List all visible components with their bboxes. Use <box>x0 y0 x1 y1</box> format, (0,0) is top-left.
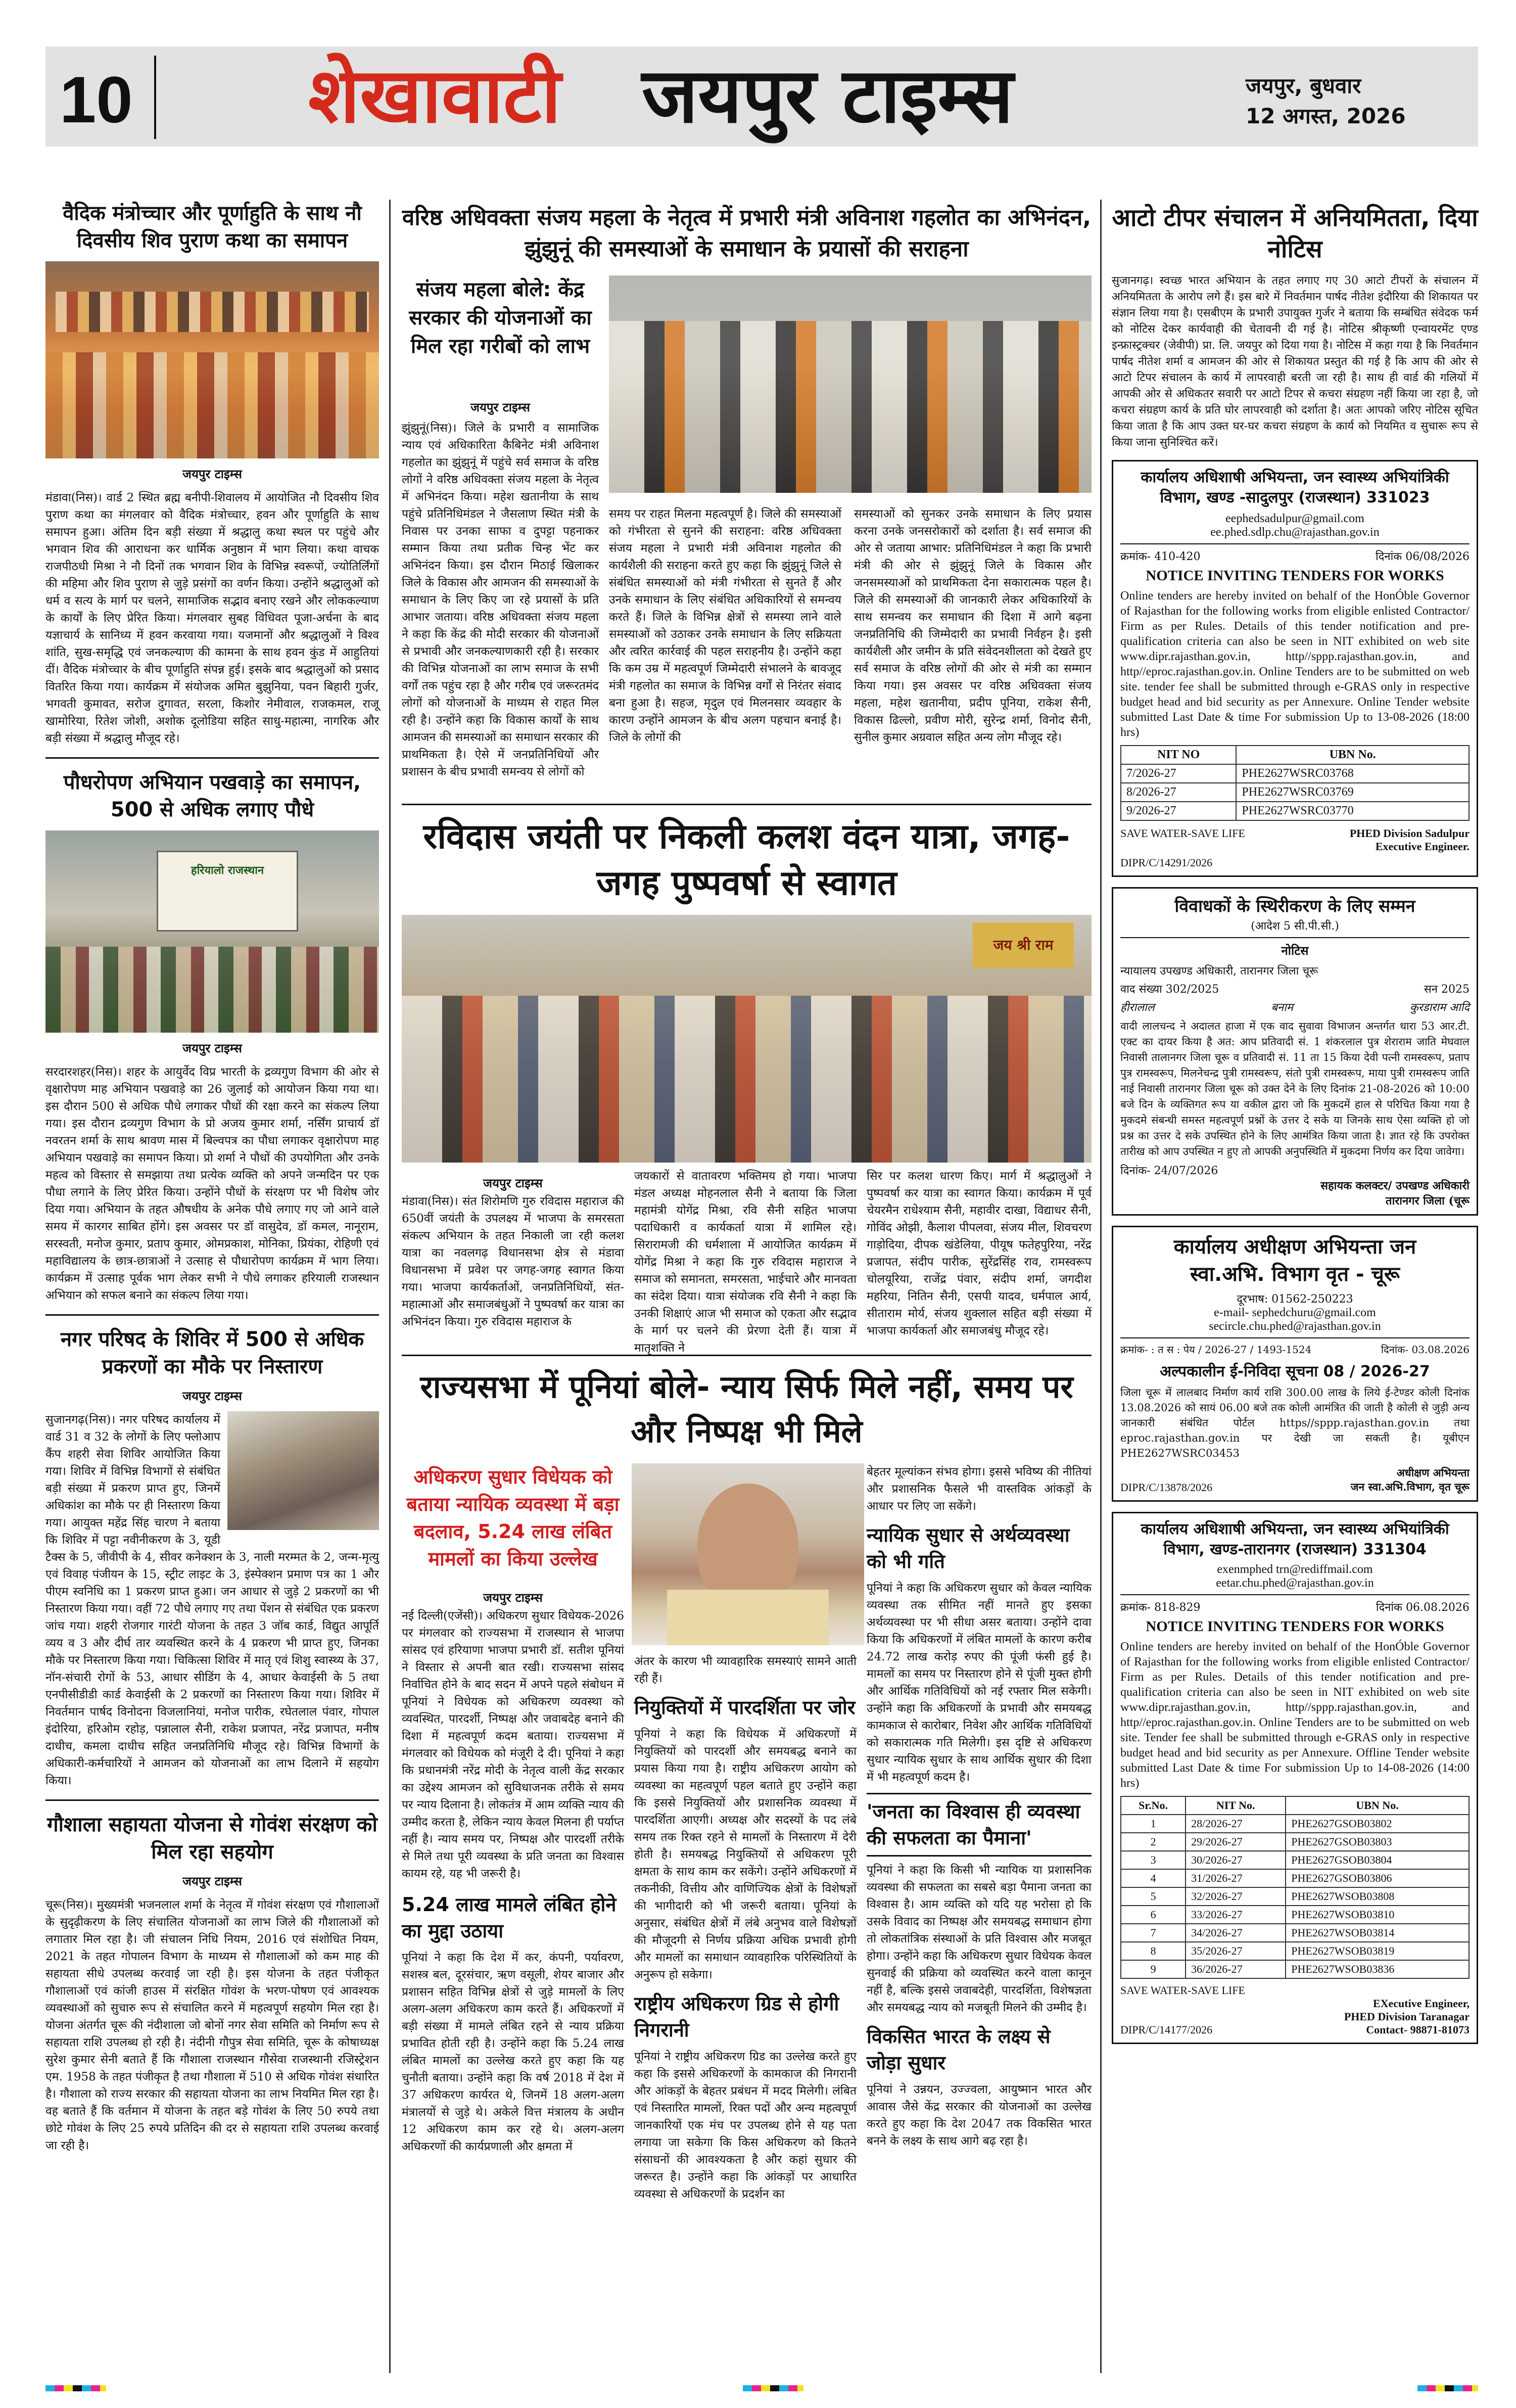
summons-body: वादी लालचन्द ने अदालत हाजा में एक वाद सुवावा विभाजन अन्तर्गत धारा 53 आर.टी. एक्ट का दायर किया है अत: आप प्रतिवादी सं. 1 शंकरलाल पुत्र शेराराम जाति मेघवाल निवासी तालानगर जिला चूरू व प्रतिवादी सं. 11 ता 15 किया देवी पत्नी रामस्वरूप, प्रताप पुत्र रामस्वरूप, मिलनेचन्द्र पुत्री रामस्वरूप, संतो पुत्री रामस्वरूप, माया पुत्री रामस्वरूप जाति नाई निवासी तारानगर जिला चूरू को उक्त देने के लिए दिनांक 21-08-2026 को 10:00 बजे दिन के व्यक्तिगत रूप या वकील द्वारा जो कि मुकदमें हाल से परिचित किया गया है मुकदमे संबन्धी समस्त महत्वपूर्ण प्रश्नों के उत्तर दे सके या जिनके साथ ऐसा व्यक्ति हो जो प्रश्न का उत्तर दे सके उपस्थित होने के लिए आमंत्रित किया जाता है। ज्ञात रहे कि उपरोक्त तारीख को आप उपस्थित न हुए तो आपकी अनुपस्थिति में मुकदमा निर्णय कर दिया जावेगा। <box>1120 1020 1470 1157</box>
table-cell: 28/2026-27 <box>1186 1815 1286 1833</box>
auto-headline: आटो टीपर संचालन में अनियमितता, दिया नोटिस <box>1112 204 1478 263</box>
dipr-number: DIPR/C/14177/2026 <box>1120 2023 1213 2036</box>
lead-subhead: संजय महला बोले: केंद्र सरकार की योजनाओं का मिल रहा गरीबों को लाभ <box>409 278 592 358</box>
masthead-title-red: शेखावाटी <box>308 52 561 140</box>
tender-ref: क्रमांक- 410-420 <box>1120 550 1201 563</box>
poonia-photo <box>632 1463 864 1645</box>
tender-date: दिनांक- 03.08.2026 <box>1381 1344 1470 1356</box>
tender-notice-sadulpur <box>1112 460 1478 877</box>
table-cell: 5 <box>1121 1887 1186 1906</box>
divider <box>402 1355 1092 1356</box>
table-cell: 32/2026-27 <box>1186 1887 1286 1906</box>
tender-phone: दूरभाष: 01562-250223 <box>1237 1293 1353 1306</box>
ravidas-headline: रविदास जयंती पर निकली कलश वंदन यात्रा, जगह-जगह पुष्पवर्षा से स्वागत <box>423 817 1070 903</box>
table-cell: 29/2026-27 <box>1186 1833 1286 1851</box>
tender-title: अल्पकालीन ई-निविदा सूचना 08 / 2026-27 <box>1160 1363 1430 1380</box>
table-cell: PHE2627WSRC03768 <box>1236 764 1469 783</box>
subhead: न्यायिक सुधार से अर्थव्यवस्था को भी गति <box>867 1524 1070 1572</box>
footer-signatory: Executive Engineer. <box>1375 840 1470 853</box>
tender-body: Online tenders are hereby invited on behalf of the HonÓble Governor of Rajasthan for the following works from eligible enlisted Contractor/ Firm as per Rules. Details of this tender notification and pre-qualification criteria can also be seen in NIT exhibited on web site www.dipr.rajasthan.gov.in, http//sppp.rajasthan.gov.in, and http//eproc.rajasthan.gov.in. Online Tenders are to be submitted on web site. tender fee shall be submitted through e-GRAS only in respective budget head and bid security as per Annexure. Online Tender website submitted Last Date & time For submission Up to 13-08-2026 (18:00 hrs) <box>1120 589 1470 739</box>
table-cell: 34/2026-27 <box>1186 1924 1286 1942</box>
lead-headline: वरिष्ठ अधिवक्ता संजय महला के नेतृत्व में प्रभारी मंत्री अविनाश गहलोत का अभिनंदन, झुंझुनूं की समस्याओं के समाधान के प्रयासों की सराहना <box>402 205 1092 262</box>
table-cell: 9 <box>1121 1960 1186 1978</box>
table-row <box>1121 1906 1469 1924</box>
tender-office: कार्यालय अधीक्षण अभियन्ता जन <box>1173 1235 1416 1259</box>
party-plaintiff: हीरालाल <box>1120 1001 1155 1014</box>
story-body: सुजानगढ़(निस)। नगर परिषद कार्यालय में वार्ड 31 व 32 के लोगों के लिए फ्लोआप कैंप शहरी सेवा शिविर आयोजित किया गया। शिविर में विभिन्न विभागों से संबंधित बड़ी संख्या में प्रकरण प्राप्त हुए, जिनमें अधिकांश का मौके पर ही निस्तारण किया गया। आयुक्त महेंद्र सिंह चारण ने बताया कि शिविर में पट्टा नवीनीकरण के 3, यूडी टैक्स के 5, जीवीपी के 4, सीवर कनेक्शन के 3, नाली मरम्मत के 2, जन्म-मृत्यु एवं विवाह पंजीयन के 15, स्ट्रीट लाइट के 3, इंस्पेक्शन प्रमाण पत्र का 1 और पीएम स्वनिधि का 1 प्रकरण प्राप्त हुआ। जन आधार से जुड़े 2 प्रकरणों का भी निस्तारण किया गया। वहीं 72 पौधे लगाए गए तथा पेंशन से संबंधित एक प्रकरण जांच गया। शहरी रोजगार गारंटी योजना के तहत 3 जॉब कार्ड, विद्युत आपूर्ति व्यय व 3 और दीर्घ तार व्यवस्थित करने के 4 प्रकरण भी प्राप्त हुए, जिनका मौके पर निस्तारण किया गया। चिकित्सा शिविर में मातृ एवं शिशु स्वास्थ्य के 37, नॉन-संचारी रोगों के 53, आधार सीडिंग के 4, आधार केवाईसी के 5 तथा एनपीसीडीडी कार्ड केवाईसी के 2 प्रकरणों का निस्तारण किया गया। शिविर में निवर्तमान पार्षद विनोदना विजलानियां, मनोज पारीक, रघेतलाल पंवार, गोपाल इंदोरिया, हरिओम रहोड़, पन्नालाल सैनी, राकेश प्रजापत, नरेंद्र प्रजापत, मनीष दाधीच, कमला दाधीच सहित जनप्रतिनिधि मौजूद रहे। विभिन्न विभागों के अधिकारी-कर्मचारियों ने आमजन को योजनाओं का लाभ दिलाने में सहयोग किया। <box>45 1413 379 1787</box>
table-cell: 30/2026-27 <box>1186 1851 1286 1869</box>
byline: जयपुर टाइम्स <box>182 1874 242 1888</box>
footer-division: PHED Division Sadulpur <box>1349 827 1470 840</box>
table-cell: PHE2627WSOB03819 <box>1286 1942 1469 1960</box>
footer-contact: Contact- 98871-81073 <box>1366 2023 1470 2036</box>
story-body: अंतर के कारण भी व्यावहारिक समस्याएं सामने आती रही हैं। <box>634 1655 857 1685</box>
table-header: UBN No. <box>1286 1796 1469 1815</box>
tender-sign: जन स्वा.अभि.विभाग, वृत चूरू <box>1350 1480 1470 1493</box>
table-row <box>1121 1887 1469 1906</box>
lead-body-col3: समस्याओं को सुनकर उनके समाधान के लिए प्रयास करना उनके जनसरोकारों को दर्शाता है। सर्व समाज की ओर से जताया आभार: प्रतिनिधिमंडल ने कहा कि प्रभारी मंत्री की ओर से झुंझुनूं जिले के विकास और जनसमस्याओं को प्राथमिकता देना सकारात्मक पहल है। जिले की समस्याओं की जानकारी लेकर अधिकारियों के साथ समन्वय कर समाधान की दिशा में आगे बढ़ना जनप्रतिनिधि की जिम्मेदारी का प्रभावी निर्वहन है। इसी कार्यशैली और जमीन के प्रति संवेदनशीलता को देखते हुए सर्व समाज के वरिष्ठ लोगों की ओर से मंत्री का सम्मान किया गया। इस अवसर पर वरिष्ठ अधिवक्ता संजय महला, महेश खतानीया, प्रदीप पूनिया, राकेश सैनी, विकास ढिल्लो, प्रवीण मोरी, सुरेन्द्र शर्मा, विनोद सैनी, सुनील कुमार अग्रवाल सहित अन्य लोग मौजूद रहे। <box>854 507 1092 744</box>
divider <box>45 757 379 759</box>
tender-date: दिनांक 06.08.2026 <box>1376 1601 1470 1614</box>
byline: जयपुर टाइम्स <box>483 1176 543 1190</box>
masthead-city-day: जयपुर, बुधवार <box>1246 73 1361 98</box>
lead-body-col1: झुंझुनूं(निस)। जिले के प्रभारी व सामाजिक न्याय एवं अधिकारिता कैबिनेट मंत्री अविनाश गहलोत का झुंझुनूं में पहुंचे सर्व समाज के वरिष्ठ लोगों ने वरिष्ठ अधिवक्ता संजय महला के नेतृत्व में अभिनंदन किया। महेश खतानीया के साथ पहुंचे प्रतिनिधिमंडल ने जैसलाण स्थित मंत्री के निवास पर उनका साफा व दुपट्टा पहनाकर सम्मान किया तथा प्रतीक चिन्ह भेंट कर अभिनंदन किया। इस दौरान मिठाई खिलाकर जिले के विकास और आमजन की समस्याओं के समाधान के लिए किए जा रहे प्रयासों के प्रति आभार जताया। वरिष्ठ अधिवक्ता संजय महला ने कहा कि केंद्र की मोदी सरकार की योजनाओं से प्रभावी और जनकल्याणकारी रही है। सरकार की विभिन्न योजनाओं का लाभ समाज के सभी वर्गों तक पहुंच रहा है और गरीब एवं जरूरतमंद लोगों को योजनाओं के माध्यम से राहत मिल रही है। उन्होंने कहा कि विकास कार्यों के साथ आमजन की समस्याओं का समाधान सरकार की प्राथमिकता है। ऐसे में जनप्रतिनिधियों और प्रशासन के बीच प्रभावी समन्वय से लोगों को <box>402 422 599 778</box>
table-cell: 8 <box>1121 1942 1186 1960</box>
party-defendant: कुरडाराम आदि <box>1409 1001 1470 1014</box>
story-headline: नगर परिषद के शिविर में 500 से अधिक प्रकरणों का मौके पर निस्तारण <box>60 1328 364 1378</box>
summons-sub: (आदेश 5 सी.पी.सी.) <box>1251 920 1339 933</box>
tender-email: ee.phed.sdlp.chu@rajasthan.gov.in <box>1210 526 1380 539</box>
story-body: चूरू(निस)। मुख्यमंत्री भजनलाल शर्मा के नेतृत्व में गोवंश संरक्षण एवं गौशालाओं के सुदृढ़ीकरण के लिए संचालित योजनाओं का लाभ जिले की गौशालाओं को लगातार मिल रहा है। जी संचालन निधि नियम, 2016 एवं संशोधित नियम, 2021 के तहत गोपालन विभाग के माध्यम से गौशालाओं को कम माह की सहायता सीधे उपलब्ध करवाई जा रही है। इस योजना के तहत पंजीकृत गौशालाओं एवं कांजी हाउस में संरक्षित गोवंश के भरण-पोषण एवं आवश्यक व्यवस्थाओं को सुचारु रूप से संचालित करने में महत्वपूर्ण सहयोग मिल रहा है। योजना अंतर्गत चूरू की नंदीशाला जो बोनों नगर सेवा समिति को निर्माण रूप से सहायता राशि उपलब्ध हो रही है। नंदीनी गौपुत्र सेवा समिति, चूरू के कोषाध्यक्ष सुरेश कुमार सेनी बताते हैं कि गौशाला राजस्थान गौसेवा राजस्थानी रजिस्ट्रेशन एम. 1958 के तहत पंजीकृत है तथा गौशाला में 510 से अधिक गोवंश संधारित है। गौशाला को राज्य सरकार की सहायता योजना का लाभ नियमित मिल रहा है। वह बताते हैं कि वर्तमान में योजना के तहत बड़े गोवंश के लिए 50 रुपये तथा छोटे गोवंश के लिए 25 रुपये प्रतिदिन की दर से सहायता राशि उपलब्ध करवाई जा रही है। <box>45 1898 379 2152</box>
summons-notice <box>1112 887 1478 1216</box>
masthead-divider <box>154 56 156 139</box>
divider <box>1120 543 1470 544</box>
banner: हरियालो राजस्थान <box>157 851 298 932</box>
summons-sign: तारानगर जिला (चूरू <box>1386 1194 1470 1208</box>
table-cell: 3 <box>1121 1851 1186 1869</box>
table-cell: 6 <box>1121 1906 1186 1924</box>
story-body: पूनियां ने कहा कि अधिकरण सुधार को केवल न्यायिक व्यवस्था तक सीमित नहीं मानते हुए इसका अर्थव्यवस्था पर भी सीधा असर बताया। उन्होंने दावा किया कि अधिकरणों में लंबित मामलों के कारण करीब 24.72 लाख करोड़ रुपए की पूंजी फंसी हुई है। मामलों का समय पर निस्तारण होने से पूंजी मुक्त होगी और आर्थिक गतिविधियों को नई रफ्तार मिल सकेगी। उन्होंने कहा कि अधिकरणों के प्रभावी और समयबद्ध कामकाज से कारोबार, निवेश और आर्थिक गतिविधियों को सकारात्मक गति मिलेगी। इस दृष्टि से अधिकरण सुधार न्यायिक सुधार के साथ आर्थिक सुधार की दिशा में भी महत्वपूर्ण कदम है। <box>867 1582 1092 1784</box>
case-number: वाद संख्या 302/2025 <box>1120 983 1219 996</box>
lead-photo <box>609 275 1092 493</box>
tender-title: NOTICE INVITING TENDERS FOR WORKS <box>1146 568 1444 584</box>
divider <box>1120 1594 1470 1595</box>
dipr-number: DIPR/C/14291/2026 <box>1120 856 1213 869</box>
story-body: पूनियां ने कहा कि किसी भी न्यायिक या प्रशासनिक व्यवस्था की सफलता का सबसे बड़ा पैमाना जनता का विश्वास है। आम व्यक्ति को यदि यह भरोसा हो कि उसके विवाद का निष्पक्ष और समयबद्ध समाधान होगा तो लोकतांत्रिक संस्थाओं के प्रति विश्वास और मजबूत होगा। उन्होंने कहा कि अधिकरण सुधार विधेयक केवल सुनवाई की प्रक्रिया को व्यवस्थित करने वाला कानून नहीं है, बल्कि इससे जवाबदेही, पारदर्शिता, विशेषज्ञता और समयबद्ध न्याय को मजबूती मिलने की उम्मीद है। <box>867 1864 1092 2014</box>
subhead: राष्ट्रीय अधिकरण ग्रिड से होगी निगरानी <box>634 1993 839 2041</box>
footer-division: PHED Division Taranagar <box>1344 2010 1470 2023</box>
left-column <box>45 200 379 2154</box>
byline: जयपुर टाइम्स <box>483 1591 543 1605</box>
tender-ref: क्रमांक- 818-829 <box>1120 1601 1201 1614</box>
column-divider <box>1100 200 1102 2373</box>
story-headline: पौधरोपण अभियान पखवाड़े का समापन, 500 से अधिक लगाए पौधे <box>63 771 361 821</box>
table-row <box>1121 1833 1469 1851</box>
party-versus: बनाम <box>1271 1001 1294 1014</box>
story-headline: गौशाला सहायता योजना से गोवंश संरक्षण को मिल रहा सहयोग <box>47 1813 377 1864</box>
plantation-photo <box>45 830 379 1033</box>
tender-body: Online tenders are hereby invited on behalf of the HonÓble Governor of Rajasthan for the following works from eligible enlisted Contractor/ Firm as per Rules. Details of this tender notification and pre-qualification criteria can also be seen in NIT exhibited on web site www.dipr.rajasthan.gov.in, http//sppp.rajasthan.gov.in, and http//eproc.rajasthan.gov.in. Online Tenders are to be submitted on web site. Tender fee shall be submitted through e-GRAS only in respective budget head and bid security as per Annexure. Offline Tender website submitted Last Date & time For submission Up to 14-08-2026 (14:00 hrs) <box>1120 1640 1470 1790</box>
subhead: 5.24 लाख मामले लंबित होने का मुद्दा उठाया <box>402 1893 617 1942</box>
lead-body-col2: समय पर राहत मिलना महत्वपूर्ण है। जिले की समस्याओं को गंभीरता से सुनने की सराहना: वरिष्ठ अधिवक्ता संजय महला ने प्रभारी मंत्री अविनाश गहलोत की कार्यशैली की सराहना करते हुए कहा कि झुंझुनूं जिले से संबंधित समस्याओं को मंत्री गंभीरता से सुनते हैं और उनके समाधान के लिए संबंधित अधिकारियों से समन्वय करते हैं। जिले के विभिन्न क्षेत्रों से समस्या लाने वाले समस्याओं को उठाकर उनके समाधान के लिए सक्रियता और त्वरित कार्रवाई की पहल सराहनीय है। उन्होंने कहा कि कम उम्र में महत्वपूर्ण जिम्मेदारी संभालने के बावजूद मंत्री गहलोत का समाज के विभिन्न वर्गों से निरंतर संवाद बना हुआ है। सहज, मृदुल एवं मिलनसार व्यवहार के कारण उन्होंने आमजन के बीच अलग पहचान बनाई है। जिले के लोगों की <box>609 507 841 744</box>
summons-date: दिनांक- 24/07/2026 <box>1120 1165 1218 1177</box>
divider <box>1120 937 1470 938</box>
tender-sign: अधीक्षण अभियन्ता <box>1396 1466 1470 1479</box>
subhead: नियुक्तियों में पारदर्शिता पर जोर <box>634 1696 856 1719</box>
table-row <box>1121 1815 1469 1833</box>
story-body: पूनियां ने कहा कि विधेयक में अधिकरणों में नियुक्तियों को पारदर्शी और समयबद्ध बनाने का प्रयास किया गया है। राष्ट्रीय अधिकरण आयोग को व्यवस्था का महत्वपूर्ण पहल बताते हुए उन्होंने कहा कि इससे नियुक्तियों और प्रशासनिक व्यवस्था में पारदर्शिता आएगी। अध्यक्ष और सदस्यों के पद लंबे समय तक रिक्त रहने से मामलों के निस्तारण में देरी होती है। समयबद्ध नियुक्तियों से अधिकरण पूरी क्षमता के साथ काम कर सकेंगे। उन्होंने अधिकरणों में तकनीकी, वित्तीय और वाणिज्यिक क्षेत्रों के विशेषज्ञों की भागीदारी को भी जरूरी बताया। पूनियां के अनुसार, संबंधित क्षेत्रों में लंबे अनुभव वाले विशेषज्ञों की मौजूदगी से निर्णय प्रक्रिया अधिक प्रभावी होगी और मामलों का समाधान व्यावहारिक परिस्थितियों के अनुरूप हो सकेगा। <box>634 1728 857 1981</box>
case-year: सन 2025 <box>1424 983 1470 996</box>
story-body: मंडावा(निस)। वार्ड 2 स्थित ब्रह्म बनीपी-शिवालय में आयोजित नौ दिवसीय शिव पुराण कथा का मंगलवार को वैदिक मंत्रोच्चार, हवन और पूर्णाहुति के साथ समापन हुआ। अंतिम दिन बड़ी संख्या में श्रद्धालु कथा स्थल पर पहुंचे और भगवान शिव की आराधना कर धार्मिक अनुष्ठान में भाग लिया। कथा वाचक राजपीठधी मिश्रा ने नौ दिनों तक भगवान शिव के विभिन्न स्वरूपों, ज्योतिर्लिंगों की महिमा और शिव पुराण से जुड़े प्रसंगों का वर्णन किया। उन्होंने श्रद्धालुओं को धर्म व सत्य के मार्ग पर चलने, सामाजिक सद्भाव बनाए रखने और लोककल्याण के कार्यों के लिए प्रेरित किया। मंगलवार सुबह विधिवत पूजा-अर्चना के बाद यज्ञाचार्य के सानिध्य में हवन करवाया गया। यजमानों और श्रद्धालुओं ने विश्व शांति, सुख-समृद्धि एवं जनकल्याण की कामना के साथ हवन कुंड में आहुतियां दीं। वैदिक मंत्रोच्चार के बीच पूर्णाहुति संपन्न हुई। इसके बाद श्रद्धालुओं को प्रसाद वितरित किया गया। कार्यक्रम में संयोजक अमित बुझुनिया, पवन बिहारी गुर्जर, भगवती कुमावत, सरोज दुगावत, सरला, किशोर नेमीवाल, राजकमल, राजू खामोरिया, रितेश जोशी, अशोक दूलोडिया सहित साधु-महात्मा, नागरिक और बड़ी संख्या में श्रद्धालु मौजूद रहे। <box>45 491 379 745</box>
divider <box>1120 1337 1470 1338</box>
table-cell: PHE2627WSRC03769 <box>1236 783 1469 802</box>
tender-email: secircle.chu.phed@rajasthan.gov.in <box>1209 1320 1381 1333</box>
auto-body: सुजानगढ़। स्वच्छ भारत अभियान के तहत लगाए गए 30 आटो टीपरों के संचालन में अनियमितता के आरोप लगे हैं। इस बारे में निवर्तमान पार्षद नीतेश इंदौरिया की शिकायत पर संज्ञान लिया गया है। एसबीएम के प्रभारी उपायुक्त गुर्जर ने बताया कि सम्बंधित संवेदक फर्म को नोटिस देकर कार्यवाही की चेतावनी दी गई है। नोटिस श्रीकृष्णी एन्वायरमेंट एण्ड इन्फ्रास्ट्रक्चर (जेवीपी) प्रा. लि. जयपुर को दिया गया है। नोटिस में कहा गया है कि निवर्तमान पार्षद नीतेश शर्मा व आमजन की ओर से शिकायत प्रस्तुत की गई है कि आप की ओर से आटो टिपर संचालन के कार्य में लापरवाही बरती जा रही है। साथ ही वार्ड की गलियों में आपकी ओर से अधिकतर सवारी पर आटो टिपर से कचरा संग्रहण नहीं किया जा रहा है, जो कचरा संग्रहण कार्य के प्रति घोर लापरवाही को दर्शाता है। अतः आपको जरिए नोटिस सूचित किया जाता है कि आप उक्त घर-घर कचरा संग्रहण के कार्य को नियमित व सुचारू रूप से किया जाना सुनिश्चित करें। <box>1112 274 1478 449</box>
ravidas-body-col3: सिर पर कलश धारण किए। मार्ग में श्रद्धालुओं ने पुष्पवर्षा कर यात्रा का स्वागत किया। कार्यक्रम में पूर्व चेयरमैन राधेश्याम सैनी, महावीर दाखा, विद्याधर सैनी, गोविंद ओझी, कैलाश पीपलवा, संजय मील, शिवचरण गाड़ोदिया, दीपक खंडेलिया, पीयूष फतेहपुरिया, नरेंद्र प्रजापत, संदीप पारीक, सुरेंद्रसिंह राव, रामस्वरूप चोलयूरिया, राजेंद्र पंवार, संदीप शर्मा, जगदीश महरिया, नितिन सैनी, एसपी यादव, धर्मपाल आर्य, सीताराम मोर्य, संजय शुक्लाल सहित बड़ी संख्या में भाजपा कार्यकर्ता और समाजबंधु मौजूद रहे। <box>867 1170 1092 1337</box>
kathaa-photo <box>45 261 379 458</box>
table-cell: PHE2627WSOB03810 <box>1286 1906 1469 1924</box>
tender-email: exenmphed trn@rediffmail.com <box>1217 1563 1373 1576</box>
dipr-number: DIPR/C/13878/2026 <box>1120 1481 1213 1494</box>
summons-headline: विवाधकों के स्थिरीकरण के लिए सम्मन <box>1174 896 1415 916</box>
story-headline: वैदिक मंत्रोच्चार और पूर्णाहुति के साथ नौ दिवसीय शिव पुराण कथा का समापन <box>63 202 362 252</box>
rajyasabha-red-box: अधिकरण सुधार विधेयक को बताया न्यायिक व्यवस्था में बड़ा बदलाव, 5.24 लाख लंबित मामलों का किया उल्लेख <box>406 1466 620 1570</box>
summons-notice-label: नोटिस <box>1281 943 1309 958</box>
table-cell: 35/2026-27 <box>1186 1942 1286 1960</box>
table-cell: 33/2026-27 <box>1186 1906 1286 1924</box>
table-cell: PHE2627WSRC03770 <box>1236 802 1469 820</box>
rajyasabha-col1 <box>402 1607 624 2155</box>
table-cell: PHE2627WSOB03808 <box>1286 1887 1469 1906</box>
table-cell: PHE2627GSOB03806 <box>1286 1869 1469 1887</box>
rajyasabha-headline: राज्यसभा में पूनियां बोले- न्याय सिर्फ मिले नहीं, समय पर और निष्पक्ष भी मिले <box>420 1368 1073 1450</box>
story-body: पूनियां ने उन्नयन, उज्ज्वला, आयुष्मान भारत और आवास जैसे केंद्र सरकार की योजनाओं का उल्लेख करते हुए कहा कि देश 2047 तक विकसित भारत बनने के लक्ष्य के साथ आगे बढ़ रहा है। <box>867 2083 1092 2148</box>
table-cell: PHE2627GSOB03804 <box>1286 1851 1469 1869</box>
tender-email: eetar.chu.phed@rajasthan.gov.in <box>1216 1577 1374 1590</box>
table-row <box>1121 1924 1469 1942</box>
tender-office: कार्यालय अधिशाषी अभियन्ता, जन स्वास्थ्य अभियांत्रिकी विभाग, खण्ड-तारानगर (राजस्थान) 331304 <box>1141 1520 1449 1558</box>
ravidas-photo <box>402 915 1092 1163</box>
table-row <box>1121 1869 1469 1887</box>
tender-notice-churu <box>1112 1226 1478 1502</box>
table-cell: 31/2026-27 <box>1186 1869 1286 1887</box>
divider <box>402 804 1092 805</box>
tender-office: स्वा.अभि. विभाग वृत - चूरू <box>1190 1263 1400 1286</box>
story-body: पूनियां ने कहा कि देश में कर, कंपनी, पर्यावरण, सशस्त्र बल, दूरसंचार, ऋण वसूली, शेयर बाजार और प्रशासन सहित विभिन्न क्षेत्रों से जुड़े मामलों के लिए अलग-अलग अधिकरण काम करते हैं। अधिकरणों में बड़ी संख्या में मामले लंबित रहने से न्याय प्रक्रिया प्रभावित होती रही है। उन्होंने कहा कि 5.24 लाख लंबित मामलों का उल्लेख करते हुए कहा कि यह चुनौती बताया। उन्होंने कहा कि वर्ष 2018 में देश में 37 अधिकरण कार्यरत थे, जिनमें 18 अलग-अलग मंत्रालयों से जुड़े थे। अकेले वित्त मंत्रालय के अधीन 12 अधिकरण काम कर रहे थे। अलग-अलग अधिकरणों की कार्यप्रणाली और क्षमता में <box>402 1951 624 2153</box>
rajyasabha-col3 <box>867 1463 1092 2150</box>
byline: जयपुर टाइम्स <box>470 400 530 414</box>
tender-email: eephedsadulpur@gmail.com <box>1225 512 1364 525</box>
table-header: NIT No. <box>1186 1796 1286 1815</box>
lead-byline-wrap <box>402 392 599 423</box>
tender-date: दिनांक 06/08/2026 <box>1376 550 1470 563</box>
divider <box>45 1314 379 1316</box>
footer-slogan: SAVE WATER-SAVE LIFE <box>1120 827 1245 840</box>
summons-sign: सहायक कलक्टर/ उपखण्ड अधिकारी <box>1320 1179 1470 1192</box>
print-marks <box>45 2383 1478 2393</box>
story-body: सरदारशहर(निस)। शहर के आयुर्वेद विप्र भारती के द्रव्यगुण विभाग की ओर से वृक्षारोपण माह अभियान पखवाड़े का 26 जुलाई को आयोजन किया गया था। इस दौरान 500 से अधिक पौधे लगाकर पौधों की रक्षा करने का संकल्प लिया गया। इस दौरान द्रव्यगुण विभाग के प्रो अजय कुमार शर्मा, नर्सिंग प्राचार्य डॉ नवरतन शर्मा के साथ श्रावण मास में बिल्वपत्र का पौधा लगाकर वृक्षारोपण माह अभियान पखवाड़े का समापन किया। प्रो शर्मा ने पौधों की उपयोगिता और उनके महत्व को विस्तार से समझाया तथा प्रत्येक व्यक्ति को अपने जन्मदिन पर एक पौधा लगाने के लिए प्रेरित किया। उन्होंने पौधों के संरक्षण पर भी विशेष जोर दिया गया। अभियान के तहत औषधीय के अनेक पौधे लगाए गए जो आने वाले समय में कारगर साबित होंगे। इस अवसर पर डॉ वासुदेव, डॉ कमल, नानूराम, सरस्वती, मनोज कुमार, प्रताप कुमार, ओमप्रकाश, मोनिका, प्रियंका, रोहिणी एवं महाविद्यालय के छात्र-छात्राओं ने उत्साह से पौधारोपण कार्यक्रम में भाग लिया। कार्यक्रम में उत्साह पूर्वक भाग लेकर सभी ने पौधे लगाकर हरियाली राजस्थान अभियान को सफल बनाने का संकल्प लिया गया। <box>45 1066 379 1302</box>
summons-court: न्यायालय उपखण्ड अधिकारी, तारानगर जिला चूरू <box>1120 965 1318 978</box>
table-cell: PHE2627WSOB03836 <box>1286 1960 1469 1978</box>
story-body: बेहतर मूल्यांकन संभव होगा। इससे भविष्य की नीतियां और प्रशासनिक फैसले भी वास्तविक आंकड़ों के आधार पर लिए जा सकेंगे। <box>867 1465 1092 1513</box>
tender-ref: क्रमांक- : त स : पेय / 2026-27 / 1493-1524 <box>1120 1344 1312 1356</box>
subhead: विकसित भारत के लक्ष्य से जोड़ा सुधार <box>867 2025 1051 2074</box>
table-cell: 7 <box>1121 1924 1186 1942</box>
table-row <box>1121 764 1469 783</box>
tender-table <box>1120 1796 1470 1979</box>
byline: जयपुर टाइम्स <box>182 467 242 481</box>
right-column <box>1112 202 1478 2044</box>
table-row <box>1121 802 1469 820</box>
tender-title: NOTICE INVITING TENDERS FOR WORKS <box>1146 1618 1444 1635</box>
table-header: UBN No. <box>1236 746 1469 764</box>
table-row <box>1121 783 1469 802</box>
table-cell: 7/2026-27 <box>1121 764 1236 783</box>
story-body: नई दिल्ली(एजेंसी)। अधिकरण सुधार विधेयक-2026 पर मंगलवार को राज्यसभा में राजस्थान से भाजपा सांसद एवं हरियाणा भाजपा प्रभारी डॉ. सतीश पूनियां ने विस्तार से अपनी बात रखी। राज्यसभा सांसद निर्वाचित होने के बाद सदन में अपने पहले संबोधन में पूनियां ने विधेयक को अधिकरण व्यवस्था को व्यवस्थित, पारदर्शी, निष्पक्ष और जवाबदेह बनाने की दिशा में महत्वपूर्ण कदम बताया। राज्यसभा में मंगलवार को विधेयक को मंजूरी दे दी। पूनियां ने कहा कि प्रधानमंत्री नरेंद्र मोदी के नेतृत्व वाली केंद्र सरकार का उद्देश्य आमजन को सुविधाजनक तरीके से समय पर न्याय दिलाना है। लोकतंत्र में आम व्यक्ति न्याय की उम्मीद करता है, लेकिन न्याय केवल मिलना ही पर्याप्त नहीं है। न्याय समय पर, निष्पक्ष और पारदर्शी तरीके से मिले तथा पूरी व्यवस्था के प्रति जनता का विश्वास कायम रहे, यह भी जरूरी है। <box>402 1609 624 1880</box>
byline: जयपुर टाइम्स <box>182 1041 242 1055</box>
table-cell: 8/2026-27 <box>1121 783 1236 802</box>
table-cell: 1 <box>1121 1815 1186 1833</box>
table-row <box>1121 1960 1469 1978</box>
ravidas-body-col2: जयकारों से वातावरण भक्तिमय हो गया। भाजपा मंडल अध्यक्ष मोहनलाल सैनी ने बताया कि जिला महामंत्री योगेंद्र मिश्रा, रवि सैनी सहित भाजपा पदाधिकारी व कार्यकर्ता यात्रा में शामिल रहे। सिरारामजी की धर्मशाला में आयोजित कार्यक्रम में योगेंद्र मिश्रा ने कहा कि गुरु रविदास महाराज ने समाज को समानता, समरसता, भाईचारे और मानवता का संदेश दिया। यात्रा संयोजक रवि सैनी ने कहा कि उनकी शिक्षाएं आज भी समाज को एकता और सद्भाव के मार्ग पर चलने की प्रेरणा देती हैं। यात्रा में मातृशक्ति ने <box>634 1170 857 1355</box>
tender-office: कार्यालय अधिशाषी अभियन्ता, जन स्वास्थ्य अभियांत्रिकी विभाग, खण्ड -सादुलपुर (राजस्थान) 331023 <box>1141 469 1449 506</box>
tender-body: जिला चूरू में लालबाद निर्माण कार्य राशि 300.00 लाख के लिये ई-टेण्डर कोली दिनांक 13.08.2026 को सायं 06.00 बजे तक कोली आमंत्रित की जाती है कोली से जुड़ी अन्य जानकारी संबंधित पोर्टल https//sppp.rajasthan.gov.in तथा eproc.rajasthan.gov.in पर देखी जा सकती है। यूबीएन PHE2627WSRC03453 <box>1120 1386 1470 1459</box>
pull-quote: 'जनता का विश्वास ही व्यवस्था की सफलता का पैमाना' <box>867 1793 1092 1857</box>
table-cell: 9/2026-27 <box>1121 802 1236 820</box>
table-header: Sr.No. <box>1121 1796 1186 1815</box>
table-cell: 36/2026-27 <box>1186 1960 1286 1978</box>
table-row <box>1121 1851 1469 1869</box>
rajyasabha-col2 <box>634 1653 857 2203</box>
masthead-date: 12 अगस्त, 2026 <box>1246 104 1406 128</box>
table-cell: PHE2627WSOB03814 <box>1286 1924 1469 1942</box>
tender-email: e-mail- sephedchuru@gmail.com <box>1214 1306 1376 1319</box>
footer-slogan: SAVE WATER-SAVE LIFE <box>1120 1984 1245 1997</box>
byline: जयपुर टाइम्स <box>182 1389 242 1403</box>
tender-notice-taranagar <box>1112 1512 1478 2044</box>
divider <box>45 1799 379 1801</box>
column-divider <box>389 200 391 2373</box>
masthead-title-black: जयपुर टाइम्स <box>642 52 1014 140</box>
tender-table <box>1120 745 1470 821</box>
page-number: 10 <box>60 63 133 136</box>
table-cell: PHE2627GSOB03803 <box>1286 1833 1469 1851</box>
table-row <box>1121 1942 1469 1960</box>
footer-signatory: EXecutive Engineer, <box>1372 1997 1470 2010</box>
ravidas-body-col1: मंडावा(निस)। संत शिरोमणि गुरु रविदास महाराज की 650वीं जयंती के उपलक्ष्य में भाजपा के समरसता संकल्प अभियान के तहत निकाली जा रही कलश यात्रा का नवलगढ़ विधानसभा क्षेत्र से मंडावा विधानसभा में प्रवेश पर जगह-जगह स्वागत किया गया। भाजपा कार्यकर्ताओं, जनप्रतिनिधियों, संत-महात्माओं और समाजबंधुओं ने पुष्पवर्षा कर यात्रा का अभिनंदन किया। गुरु रविदास महाराज के <box>402 1195 624 1328</box>
camp-photo <box>227 1411 379 1530</box>
banner: जय श्री राम <box>973 922 1074 968</box>
table-header: NIT NO <box>1121 746 1236 764</box>
table-cell: PHE2627GSOB03802 <box>1286 1815 1469 1833</box>
table-cell: 2 <box>1121 1833 1186 1851</box>
story-body: पूनियां ने राष्ट्रीय अधिकरण ग्रिड का उल्लेख करते हुए कहा कि इससे अधिकरणों के कामकाज की निगरानी और आंकड़ों के बेहतर प्रबंधन में मदद मिलेगी। लंबित एवं निस्तारित मामलों, रिक्त पदों और अन्य महत्वपूर्ण जानकारियों एक मंच पर उपलब्ध होने से यह पता लगाया जा सकेगा कि किस अधिकरण को कितने संसाधनों की आवश्यकता है और कहां सुधार की जरूरत है। उन्होंने कहा कि आंकड़ों पर आधारित व्यवस्था से अधिकरणों के प्रदर्शन का <box>634 2050 857 2201</box>
table-cell: 4 <box>1121 1869 1186 1887</box>
